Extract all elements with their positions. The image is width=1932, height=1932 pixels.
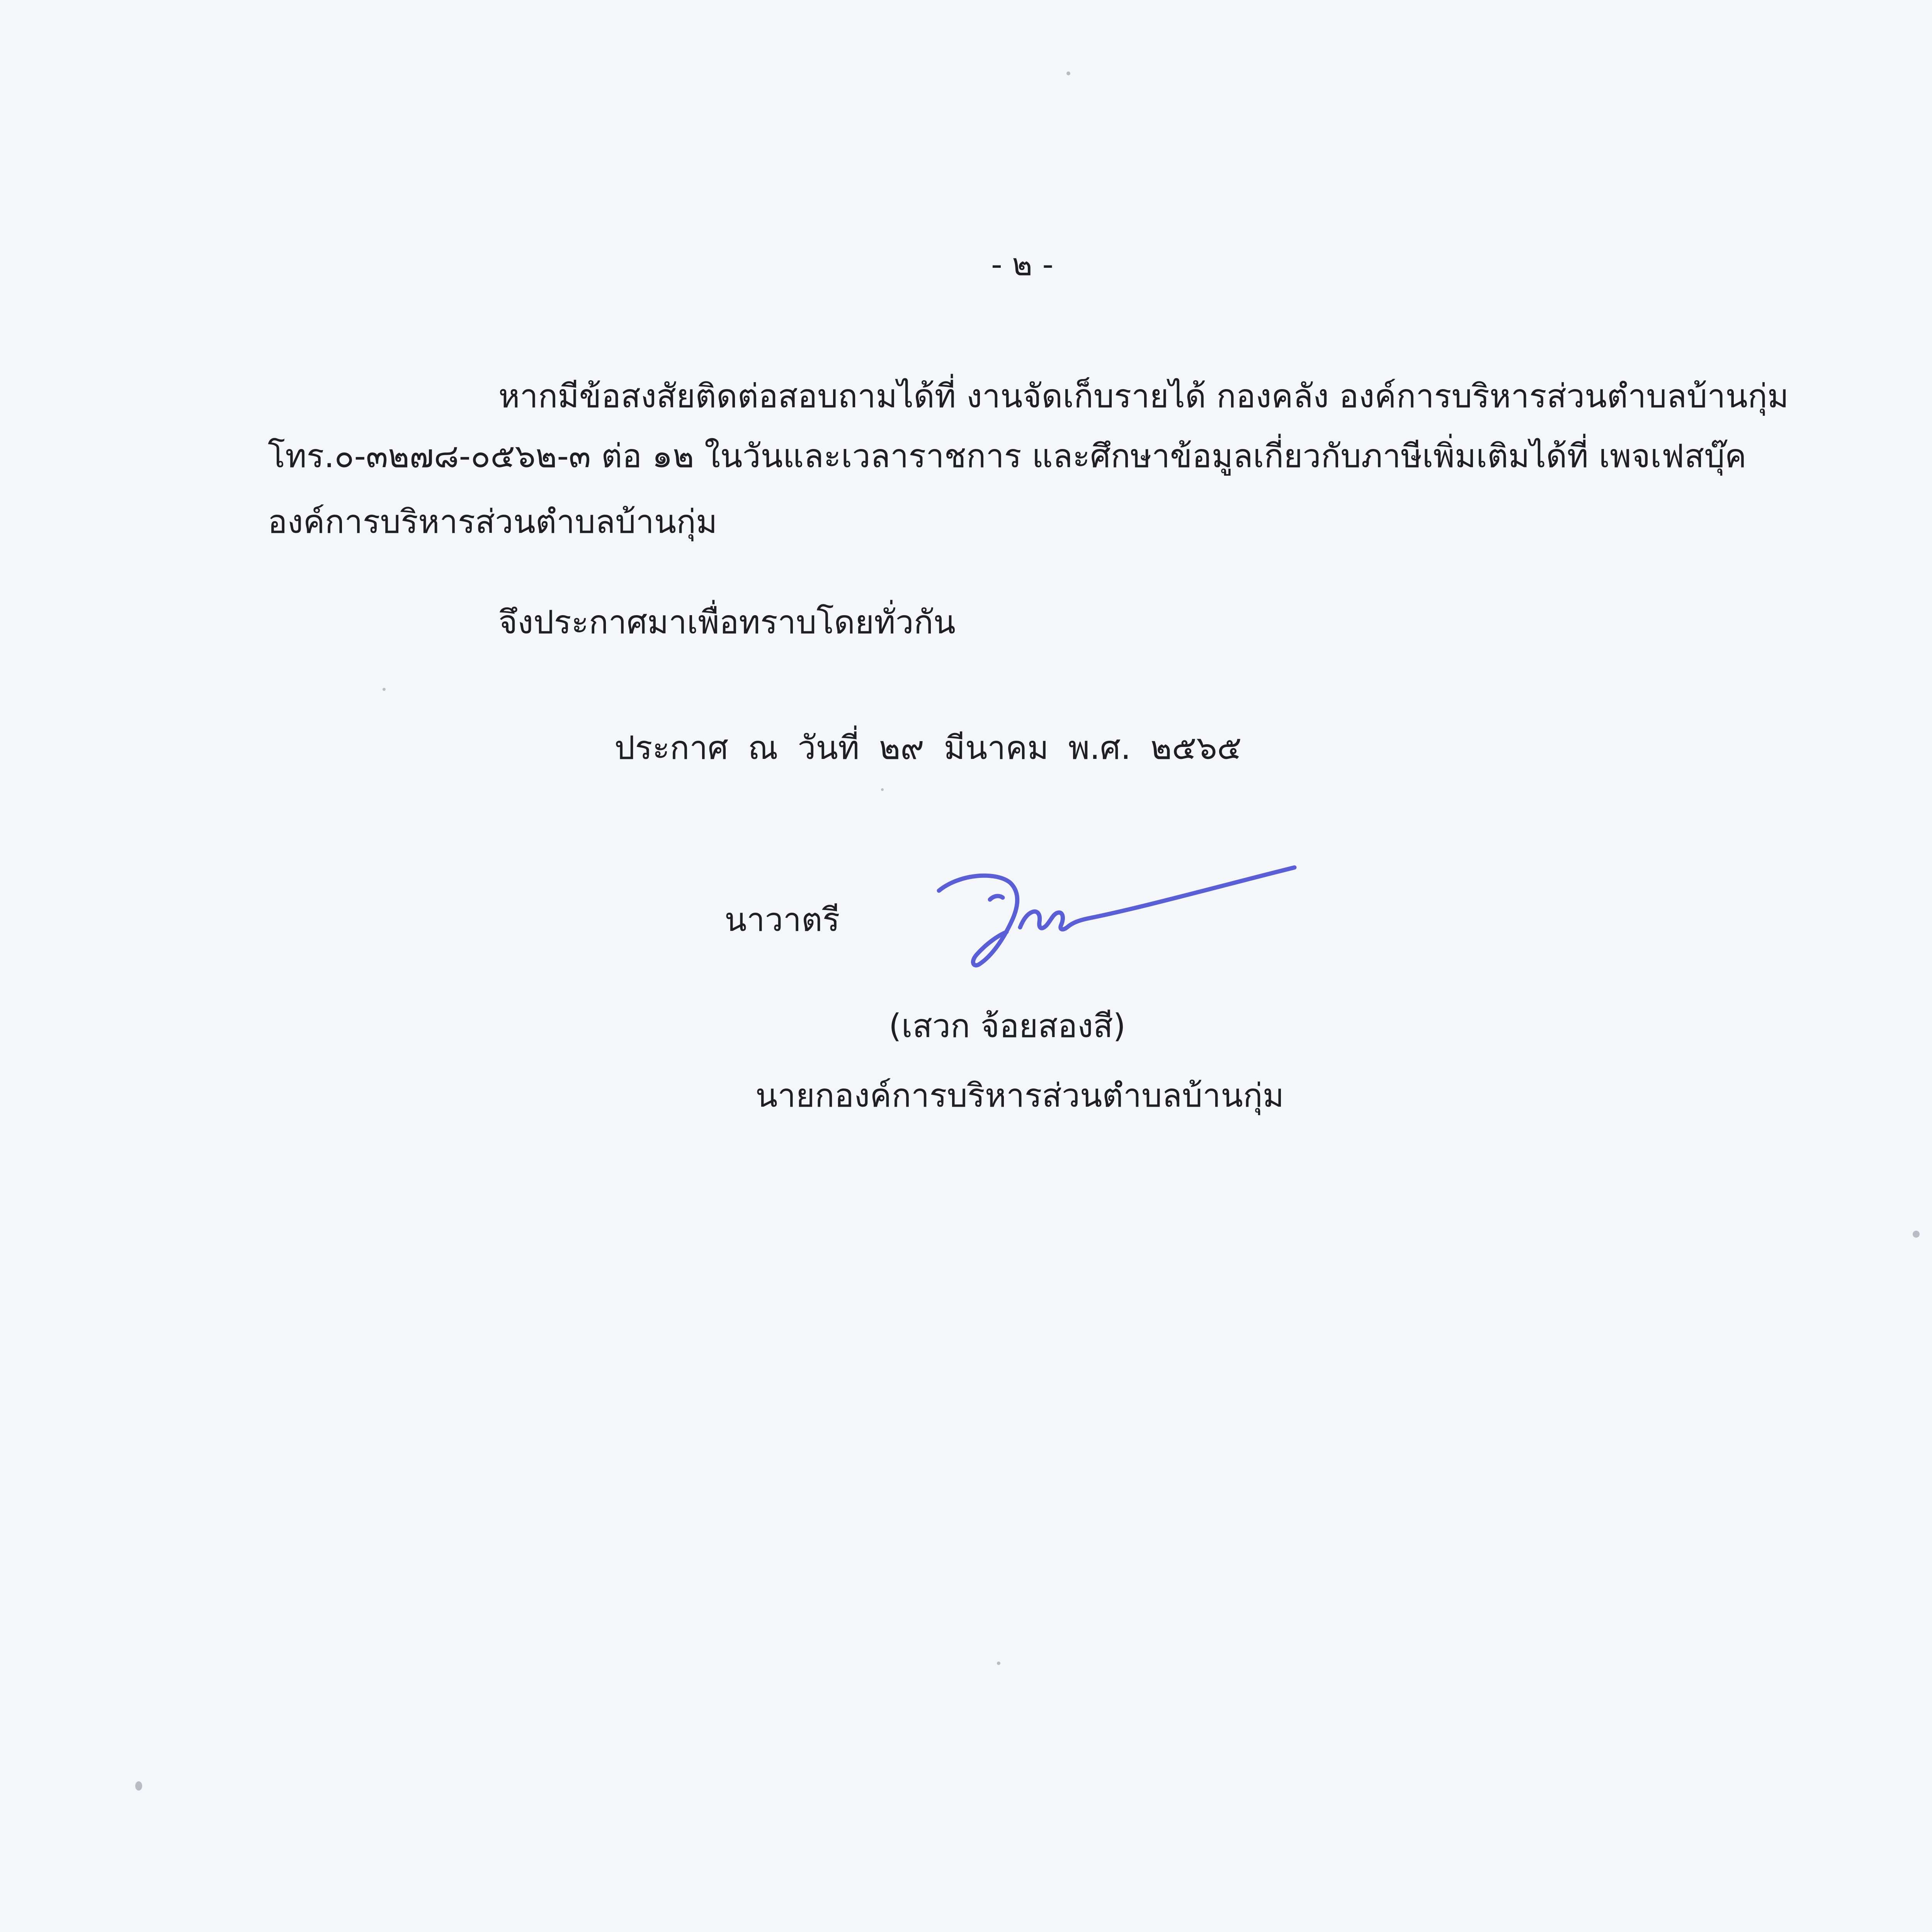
body-line-1: หากมีข้อสงสัยติดต่อสอบถามได้ที่ งานจัดเก็บรายได้ กองคลัง องค์การบริหารส่วนตำบลบ้านกุ่ม <box>498 377 1789 415</box>
handwritten-signature <box>923 831 1302 985</box>
closing-statement: จึงประกาศมาเพื่อทราบโดยทั่วกัน <box>498 603 956 641</box>
scan-speck <box>881 788 884 791</box>
signer-name: (เสวก จ้อยสองสี) <box>889 1007 1126 1045</box>
scan-speck <box>1913 1231 1920 1238</box>
scan-speck <box>383 688 386 691</box>
body-line-3: องค์การบริหารส่วนตำบลบ้านกุ่ม <box>268 503 718 541</box>
page-number: - ๒ - <box>991 247 1054 282</box>
announcement-date: ประกาศ ณ วันที่ ๒๙ มีนาคม พ.ศ. ๒๕๖๕ <box>614 729 1242 767</box>
scan-speck <box>1066 71 1070 75</box>
signer-rank: นาวาตรี <box>724 901 840 939</box>
body-line-2: โทร.๐-๓๒๗๘-๐๕๖๒-๓ ต่อ ๑๒ ในวันและเวลาราชการ และศึกษาข้อมูลเกี่ยวกับภาษีเพิ่มเติมได้ที่ เพจเฟสบุ๊ค <box>268 437 1747 475</box>
signer-position: นายกองค์การบริหารส่วนตำบลบ้านกุ่ม <box>755 1077 1284 1114</box>
scan-speck <box>135 1781 142 1791</box>
scan-speck <box>997 1662 1000 1665</box>
